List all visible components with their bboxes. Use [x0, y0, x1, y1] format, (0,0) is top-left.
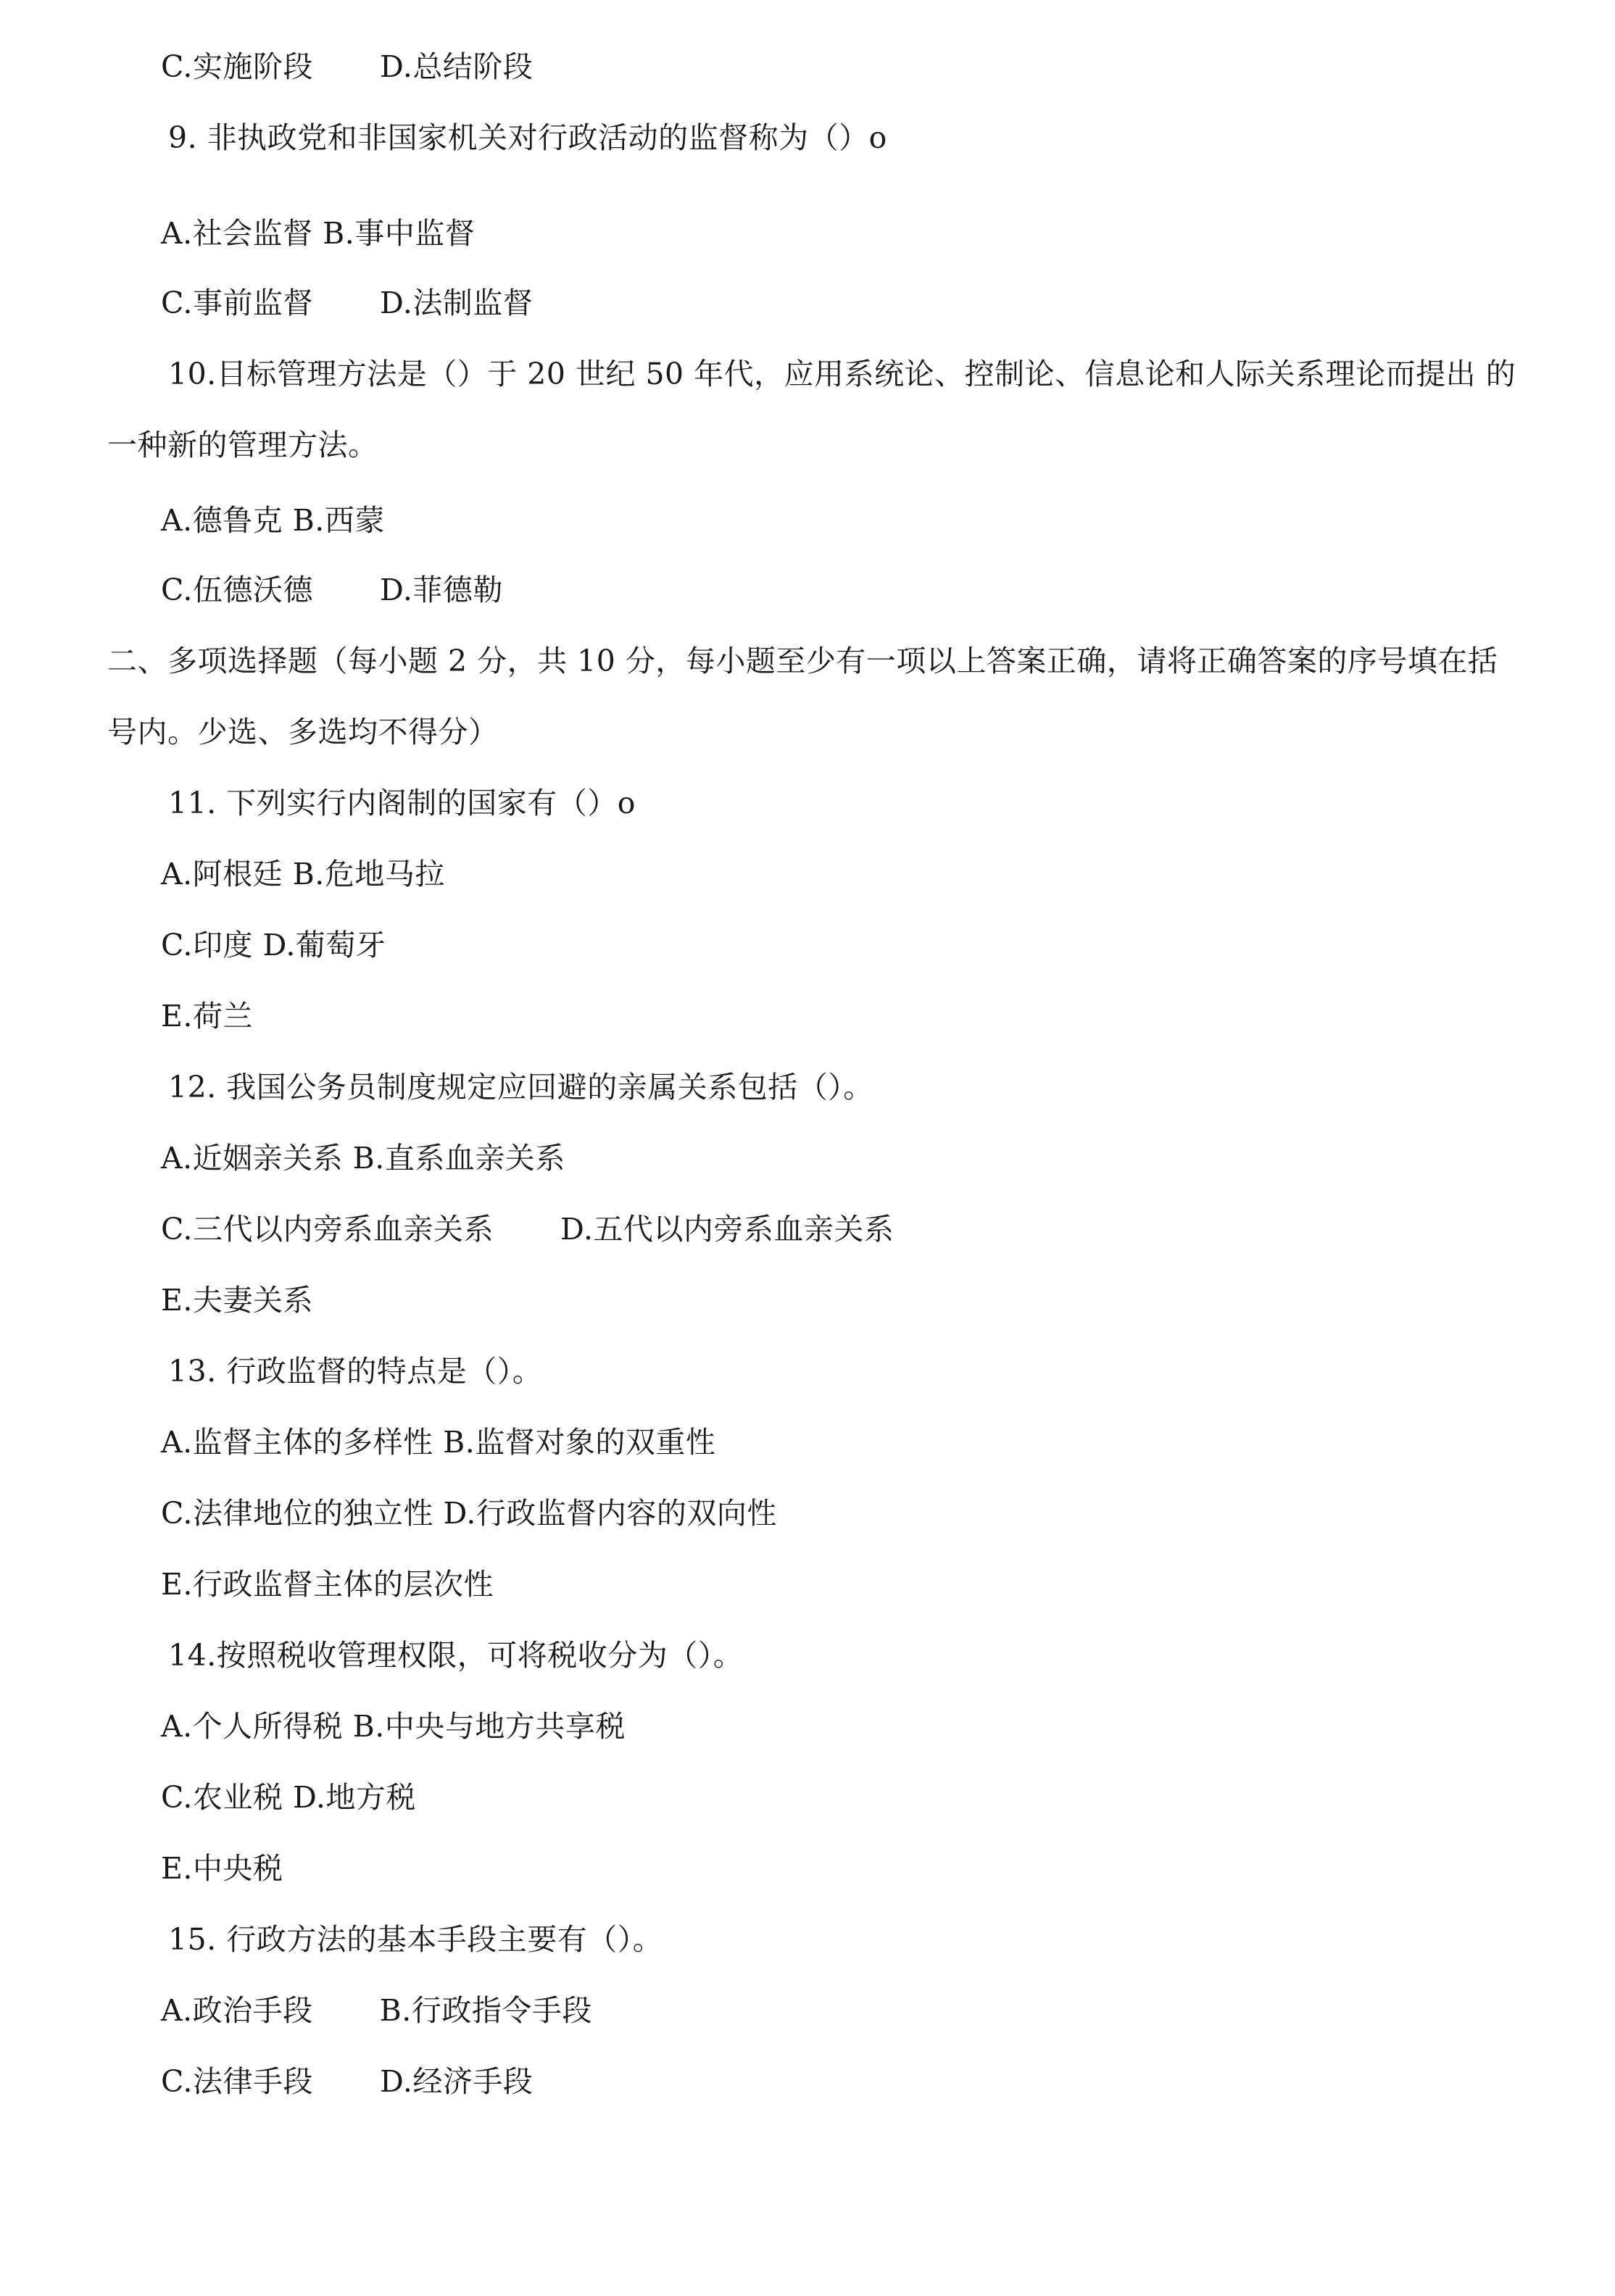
- option-line: [161, 1993, 592, 2028]
- option-line: [161, 49, 534, 84]
- option-line: A.德鲁克 B.西蒙: [161, 503, 385, 538]
- question-15: 15. 行政方法的基本手段主要有（）。: [168, 1922, 663, 1957]
- option-c: C.实施阶段: [161, 49, 313, 84]
- question-13: 13. 行政监督的特点是（）。: [168, 1354, 543, 1389]
- option-line: C.农业税 D.地方税: [161, 1780, 416, 1815]
- option-line: A.社会监督 B.事中监督: [161, 216, 476, 251]
- question-10: 10.目标管理方法是（）于 20 世纪 50 年代，应用系统论、控制论、信息论和人际关系理论而提出 的: [168, 357, 1516, 391]
- option-c: C.三代以内旁系血亲关系: [161, 1212, 494, 1247]
- option-line: A.阿根廷 B.危地马拉: [161, 857, 445, 891]
- option-line: A.监督主体的多样性 B.监督对象的双重性: [161, 1425, 716, 1460]
- option-line: [161, 1212, 894, 1247]
- option-line: C.法律地位的独立性 D.行政监督内容的双向性: [161, 1496, 777, 1531]
- option-d: D.总结阶段: [379, 49, 534, 84]
- question-11: 11. 下列实行内阁制的国家有（）o: [168, 786, 636, 820]
- option-line: [161, 288, 533, 318]
- option-c: C.法律手段: [161, 2064, 313, 2099]
- option-line: C.印度 D.葡萄牙: [161, 928, 386, 962]
- option-d: D.菲德勒: [379, 573, 503, 607]
- option-c: C.伍德沃德: [161, 573, 313, 607]
- option-line: E.夫妻关系: [161, 1283, 313, 1318]
- question-14: 14.按照税收管理权限，可将税收分为（）。: [168, 1638, 744, 1673]
- question-9: 9. 非执政党和非国家机关对行政活动的监督称为（）o: [168, 120, 887, 155]
- option-line: A.个人所得税 B.中央与地方共享税: [161, 1709, 626, 1744]
- option-line: [161, 575, 503, 605]
- section-heading-continued: 号内。少选、多选均不得分）: [107, 715, 499, 749]
- option-a: A.政治手段: [161, 1993, 313, 2028]
- option-line: [161, 2064, 534, 2099]
- option-b: B.行政指令手段: [379, 1993, 592, 2028]
- question-12: 12. 我国公务员制度规定应回避的亲属关系包括（）。: [168, 1070, 873, 1105]
- option-line: A.近姻亲关系 B.直系血亲关系: [161, 1141, 565, 1176]
- section-heading: 二、多项选择题（每小题 2 分，共 10 分，每小题至少有一项以上答案正确，请将正确答案的序号填在括: [107, 644, 1498, 678]
- option-line: E.荷兰: [161, 999, 253, 1033]
- option-c: C.事前监督: [161, 286, 313, 320]
- question-10-continued: 一种新的管理方法。: [107, 428, 378, 462]
- option-d: D.五代以内旁系血亲关系: [560, 1212, 894, 1247]
- option-line: E.行政监督主体的层次性: [161, 1567, 494, 1602]
- option-line: E.中央税: [161, 1851, 283, 1886]
- option-d: D.经济手段: [379, 2064, 534, 2099]
- option-d: D.法制监督: [379, 286, 534, 320]
